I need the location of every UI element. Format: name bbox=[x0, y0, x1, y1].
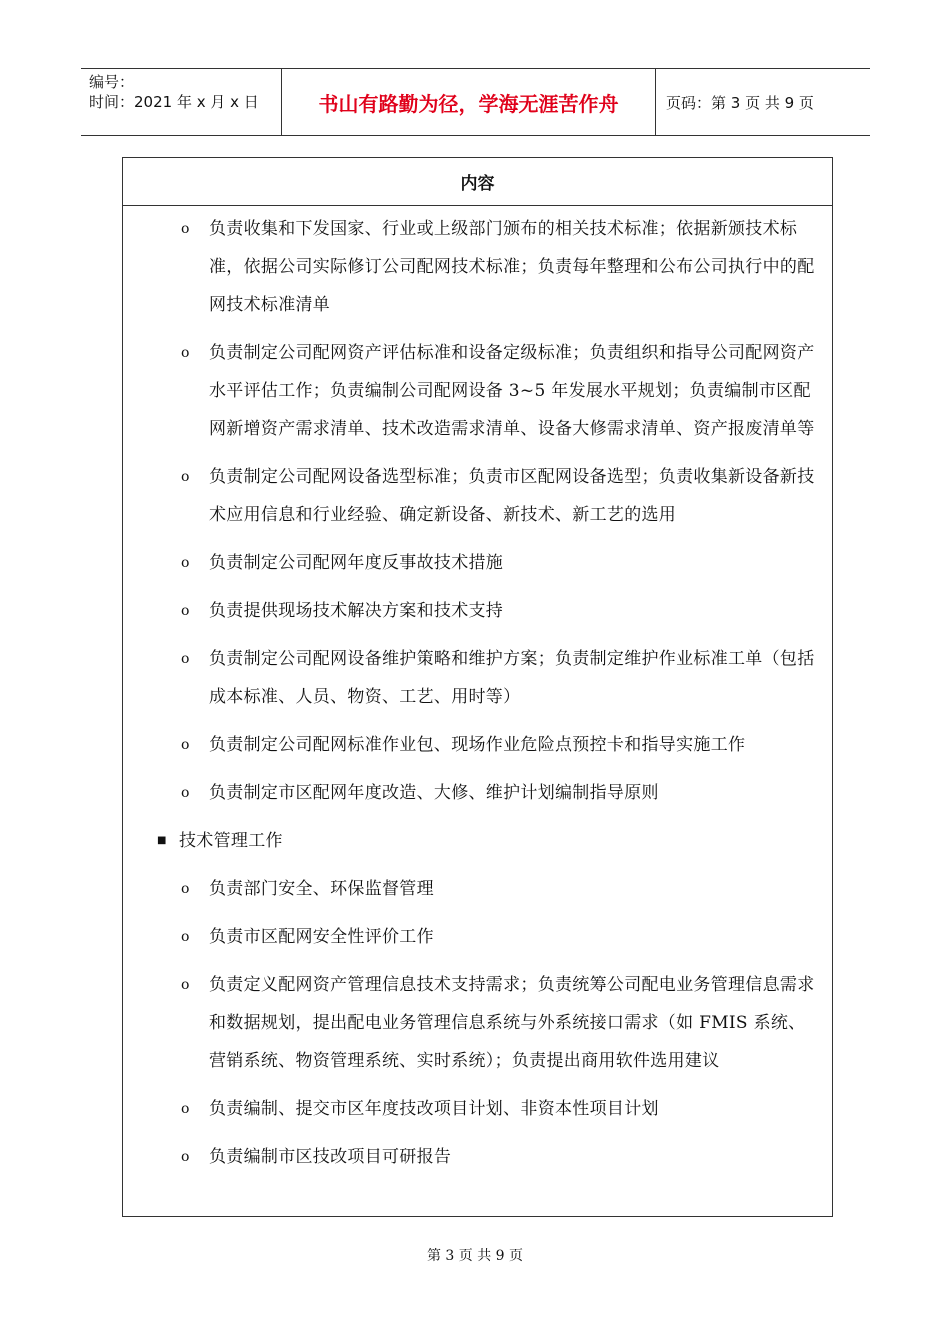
circle-bullet-icon: o bbox=[181, 651, 190, 667]
list-item bbox=[123, 870, 822, 908]
list-item bbox=[123, 334, 822, 448]
list-item-text: 负责定义配网资产管理信息技术支持需求；负责统筹公司配电业务管理信息需求和数据规划，提出配电业务管理信息系统与外系统接口需求（如 FMIS 系统、营销系统、物资管理系统、实时系统）；负责提出商用软件选用建议 bbox=[209, 975, 815, 1071]
time-label: 时间：2021 年 x 月 x 日 bbox=[89, 93, 259, 111]
circle-bullet-icon: o bbox=[181, 737, 190, 753]
square-bullet-icon: ■ bbox=[157, 835, 167, 846]
circle-bullet-icon: o bbox=[181, 881, 190, 897]
page-header bbox=[81, 68, 870, 136]
list-item-text: 负责编制、提交市区年度技改项目计划、非资本性项目计划 bbox=[209, 1099, 659, 1119]
circle-bullet-icon: o bbox=[181, 929, 190, 945]
list-item-text: 负责制定市区配网年度改造、大修、维护计划编制指导原则 bbox=[209, 783, 659, 803]
section-heading bbox=[123, 822, 822, 860]
list-item bbox=[123, 544, 822, 582]
circle-bullet-icon: o bbox=[181, 785, 190, 801]
list-item-text: 负责提供现场技术解决方案和技术支持 bbox=[209, 601, 504, 621]
header-meta bbox=[81, 69, 281, 135]
page-footer: 第 3 页 共 9 页 bbox=[426, 1248, 524, 1264]
circle-bullet-icon: o bbox=[181, 345, 190, 361]
list-item-text: 负责制定公司配网资产评估标准和设备定级标准；负责组织和指导公司配网资产水平评估工作；负责编制公司配网设备 3~5 年发展水平规划；负责编制市区配网新增资产需求清单、技术改造需求清单、设备大修需求清单、资产报废清单等 bbox=[209, 343, 815, 439]
list-item-text: 负责部门安全、环保监督管理 bbox=[209, 879, 434, 899]
list-item-text: 负责制定公司配网年度反事故技术措施 bbox=[209, 553, 504, 573]
list-item bbox=[123, 918, 822, 956]
list-item bbox=[123, 592, 822, 630]
circle-bullet-icon: o bbox=[181, 1101, 190, 1117]
circle-bullet-icon: o bbox=[181, 221, 190, 237]
number-label: 编号： bbox=[89, 73, 135, 91]
content-list bbox=[123, 206, 832, 1176]
list-item bbox=[123, 726, 822, 764]
list-item-text: 技术管理工作 bbox=[179, 831, 283, 851]
content-frame bbox=[122, 157, 833, 1217]
list-item bbox=[123, 210, 822, 324]
list-item-text: 负责编制市区技改项目可研报告 bbox=[209, 1147, 452, 1167]
circle-bullet-icon: o bbox=[181, 469, 190, 485]
list-item-text: 负责市区配网安全性评价工作 bbox=[209, 927, 434, 947]
list-item bbox=[123, 966, 822, 1080]
frame-title: 内容 bbox=[123, 158, 832, 206]
circle-bullet-icon: o bbox=[181, 603, 190, 619]
list-item bbox=[123, 1090, 822, 1128]
list-item-text: 负责制定公司配网设备选型标准；负责市区配网设备选型；负责收集新设备新技术应用信息和行业经验、确定新设备、新技术、新工艺的选用 bbox=[209, 467, 815, 525]
list-item-text: 负责制定公司配网设备维护策略和维护方案；负责制定维护作业标准工单（包括成本标准、人员、物资、工艺、用时等） bbox=[209, 649, 815, 707]
list-item bbox=[123, 1138, 822, 1176]
list-item-text: 负责收集和下发国家、行业或上级部门颁布的相关技术标准；依据新颁技术标准，依据公司实际修订公司配网技术标准；负责每年整理和公布公司执行中的配网技术标准清单 bbox=[209, 219, 815, 315]
circle-bullet-icon: o bbox=[181, 977, 190, 993]
header-motto: 书山有路勤为径，学海无涯苦作舟 bbox=[281, 69, 656, 135]
header-page-label: 页码：第 3 页 共 9 页 bbox=[666, 93, 814, 112]
list-item-text: 负责制定公司配网标准作业包、现场作业危险点预控卡和指导实施工作 bbox=[209, 735, 746, 755]
list-item bbox=[123, 640, 822, 716]
list-item bbox=[123, 458, 822, 534]
list-item bbox=[123, 774, 822, 812]
circle-bullet-icon: o bbox=[181, 555, 190, 571]
circle-bullet-icon: o bbox=[181, 1149, 190, 1165]
